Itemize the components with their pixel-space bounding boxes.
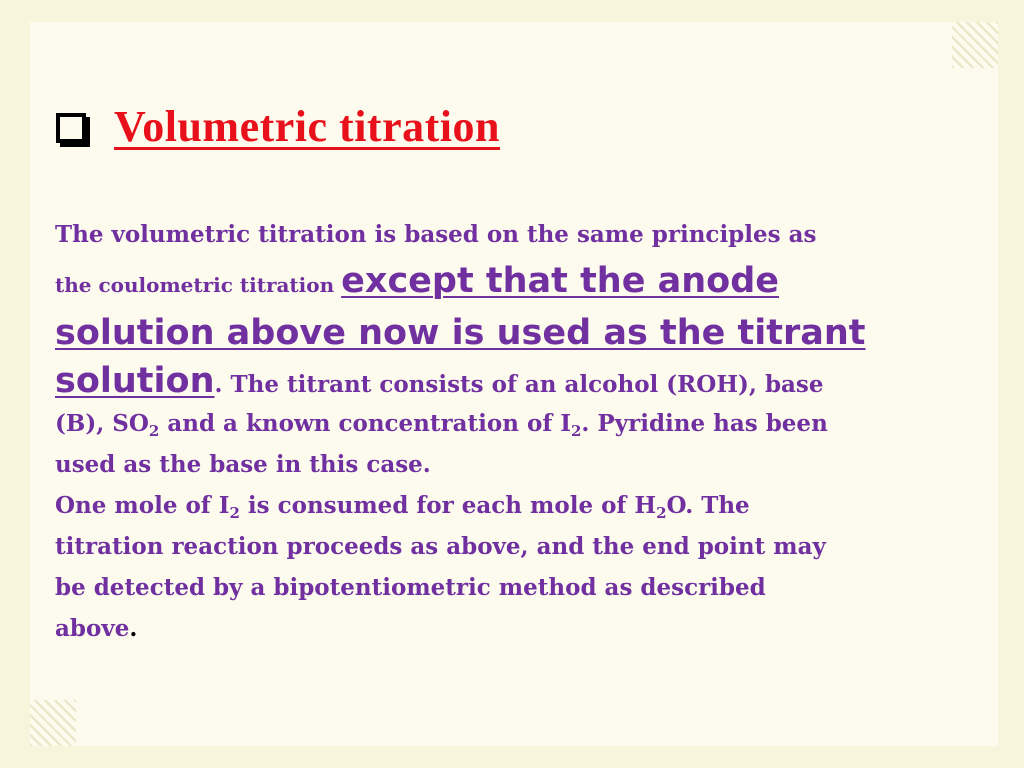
emphasis-text: solution	[55, 361, 215, 401]
text-run: O. The	[666, 492, 750, 519]
text-run: be detected by a bipotentiometric method as described	[55, 574, 766, 601]
text-run: is consumed for each mole of H	[239, 492, 657, 519]
paragraph-line	[55, 444, 990, 485]
slide-heading	[56, 96, 500, 156]
text-run: and a known concentration of I	[159, 410, 571, 437]
paragraph-line	[55, 567, 990, 608]
subscript: 2	[148, 422, 160, 440]
text-run: The volumetric titration is based on the same principles as	[55, 221, 817, 248]
slide-body	[55, 214, 990, 649]
paragraph-line	[55, 608, 990, 649]
page-title: Volumetric titration	[114, 101, 500, 151]
text-run: . Pyridine has been	[581, 410, 828, 437]
text-run: .	[129, 615, 138, 642]
paragraph-line	[55, 485, 990, 526]
subscript: 2	[570, 422, 582, 440]
text-run: the coulometric titration	[55, 273, 342, 297]
paragraph-line	[55, 307, 990, 359]
text-run: titration reaction proceeds as above, and the end point may	[55, 533, 826, 560]
corner-pattern-bottom-left	[30, 700, 76, 746]
paragraph-line	[55, 214, 990, 255]
paragraph-line	[55, 403, 990, 444]
text-run: above	[55, 615, 130, 642]
text-run: . The titrant consists of an alcohol (ROH), base	[214, 371, 824, 398]
text-run: One mole of I	[55, 492, 230, 519]
subscript: 2	[656, 504, 667, 522]
corner-pattern-top-right	[952, 22, 998, 68]
text-run: used as the base in this case.	[55, 451, 431, 478]
paragraph-line	[55, 359, 990, 403]
emphasis-text: except that the anode	[341, 261, 780, 301]
emphasis-text: solution above now is used as the titrant	[55, 313, 866, 353]
paragraph-line	[55, 255, 990, 307]
square-bullet-icon	[56, 113, 86, 143]
text-run: (B), SO	[55, 410, 149, 437]
paragraph-line	[55, 526, 990, 567]
subscript: 2	[229, 504, 240, 522]
